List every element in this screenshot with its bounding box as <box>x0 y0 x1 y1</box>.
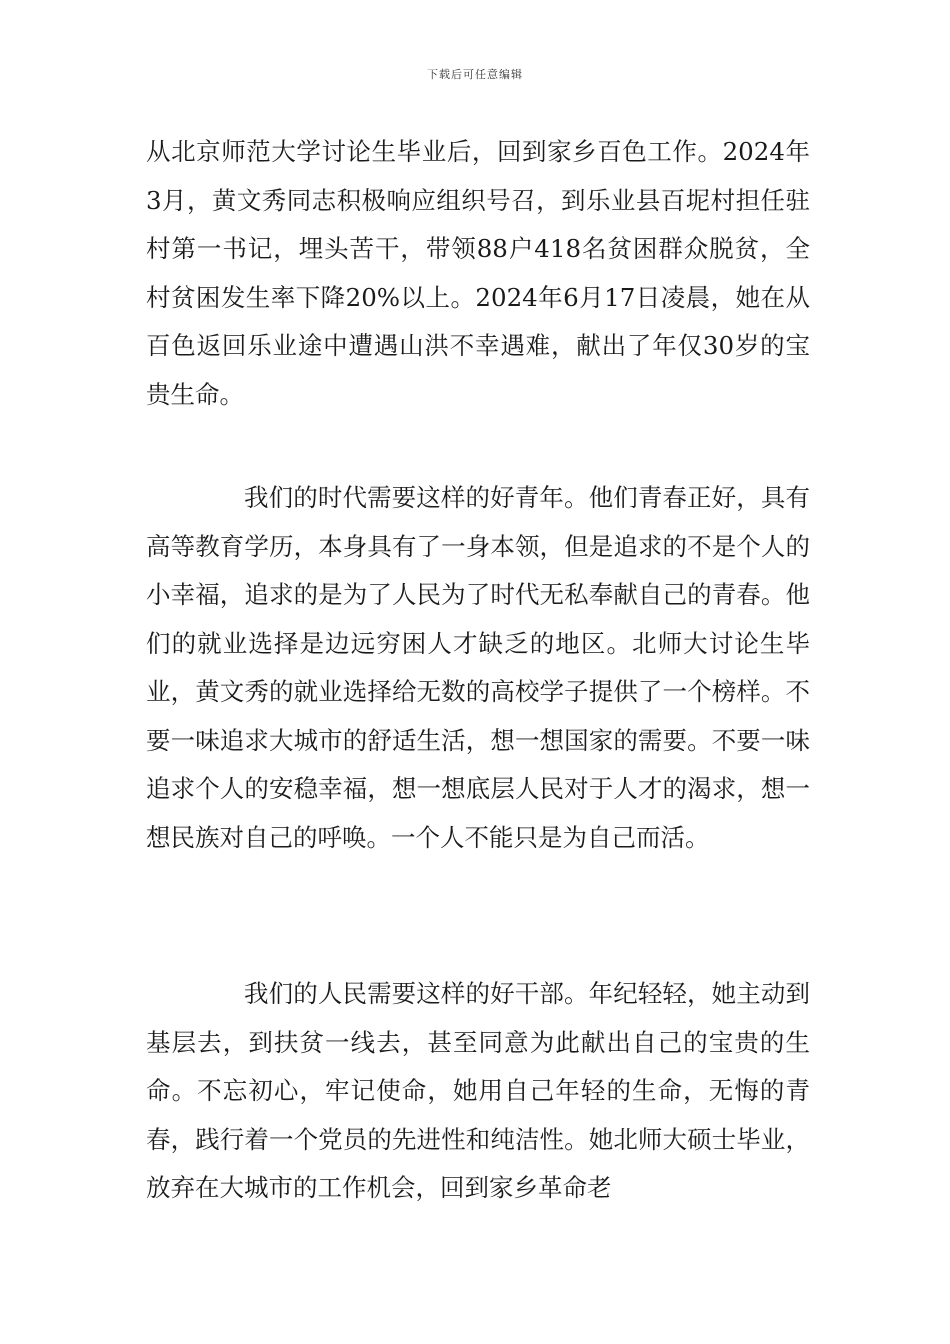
paragraph-2: 我们的时代需要这样的好青年。他们青春正好，具有高等教育学历，本身具有了一身本领，但是追求的不是个人的小幸福，追求的是为了人民为了时代无私奉献自己的青春。他们的就业选择是边远穷困人才缺乏的地区。北师大讨论生毕业，黄文秀的就业选择给无数的高校学子提供了一个榜样。不要一味追求大城市的舒适生活，想一想国家的需要。不要一味追求个人的安稳幸福，想一想底层人民对于人才的渴求，想一想民族对自己的呼唤。一个人不能只是为自己而活。 <box>146 483 810 852</box>
header-note: 下载后可任意编辑 <box>427 68 523 81</box>
paragraph-3: 我们的人民需要这样的好干部。年纪轻轻，她主动到基层去，到扶贫一线去，甚至同意为此献出自己的宝贵的生命。不忘初心，牢记使命，她用自己年轻的生命，无悔的青春，践行着一个党员的先进性和纯洁性。她北师大硕士毕业，放弃在大城市的工作机会，回到家乡革命老 <box>146 979 810 1202</box>
paragraph-1: 从北京师范大学讨论生毕业后，回到家乡百色工作。2024年3月，黄文秀同志积极响应组织号召，到乐业县百坭村担任驻村第一书记，埋头苦干，带领88户418名贫困群众脱贫，全村贫困发生率下降20%以上。2024年6月17日凌晨，她在从百色返回乐业途中遭遇山洪不幸遇难，献出了年仅30岁的宝贵生命。 <box>146 137 810 409</box>
